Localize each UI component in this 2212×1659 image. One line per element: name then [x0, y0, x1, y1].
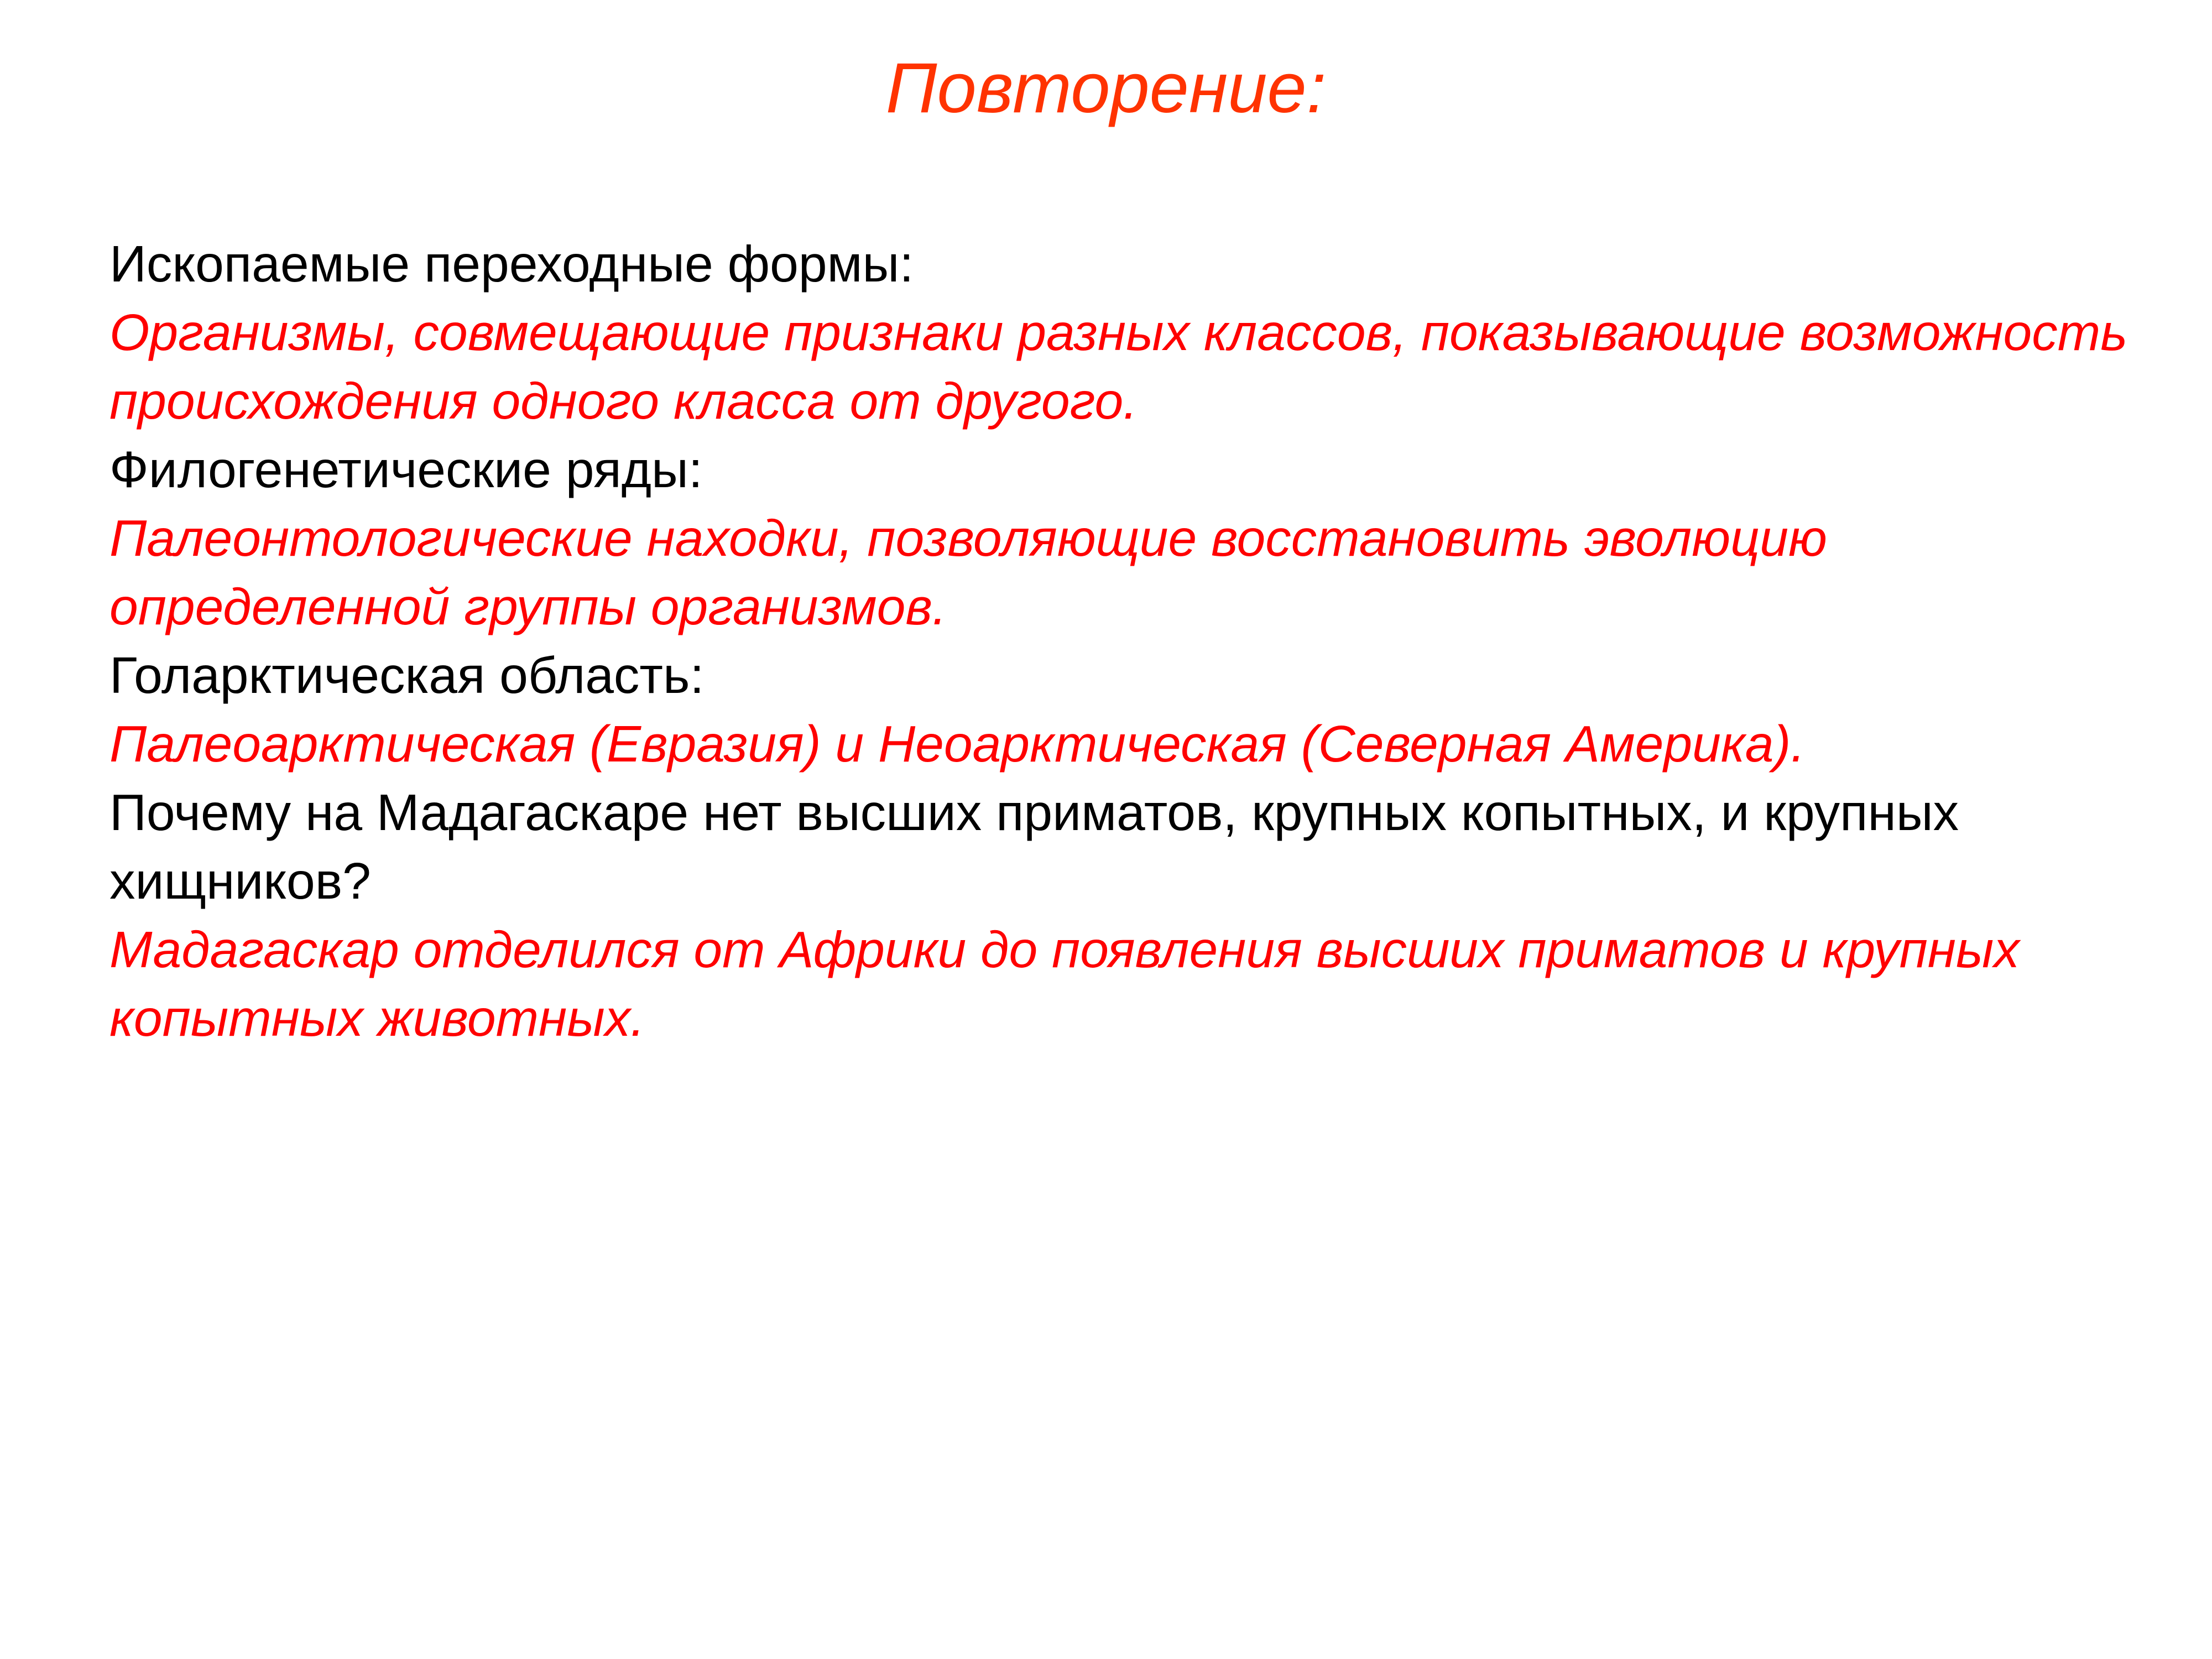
item-label: Почему на Мадагаскаре нет высших приматов, крупных копытных, и крупных хищников?	[109, 784, 1959, 910]
qa-item-madagascar	[109, 778, 2156, 1052]
item-answer: Мадагаскар отделился от Африки до появления высших приматов и крупных копытных животных.	[109, 921, 2020, 1047]
item-answer: Организмы, совмещающие признаки разных классов, показывающие возможность происхождения одного класса от другого.	[109, 304, 2128, 430]
item-label: Ископаемые переходные формы:	[109, 235, 914, 293]
slide-title: Повторение:	[885, 49, 1327, 128]
qa-item-holarctic-region	[109, 641, 2156, 778]
qa-item-phylogenetic-series	[109, 435, 2156, 641]
item-answer: Палеоарктическая (Евразия) и Неоарктическая (Северная Америка).	[109, 715, 1806, 773]
item-label: Голарктическая область:	[109, 646, 705, 704]
item-answer: Палеонтологические находки, позволяющие восстановить эволюцию определенной группы организмов.	[109, 509, 1827, 635]
item-label: Филогенетические ряды:	[109, 441, 703, 498]
slide-content	[109, 229, 2156, 1052]
qa-item-transitional-forms	[109, 229, 2156, 435]
